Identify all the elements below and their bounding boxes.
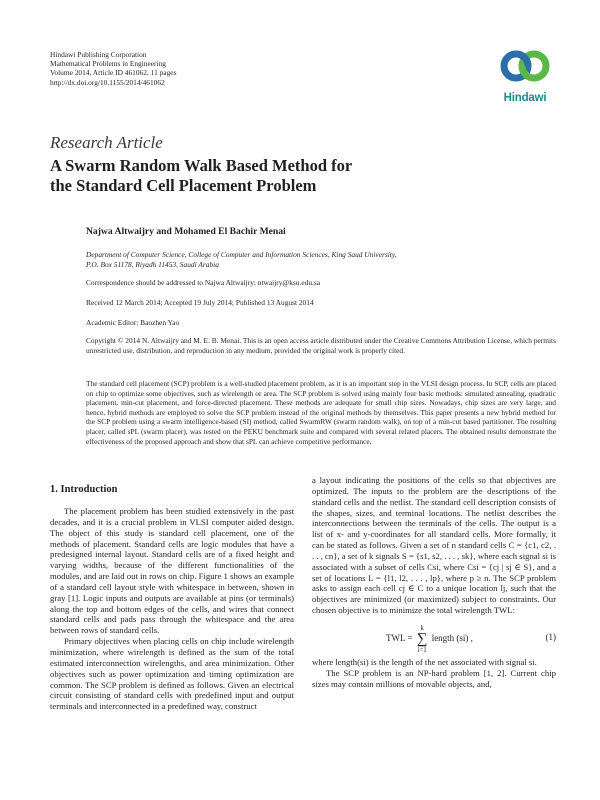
equation-1: [312, 620, 556, 654]
journal-header: [50, 50, 176, 87]
doi-link[interactable]: http://dx.doi.org/10.1155/2014/461062: [50, 77, 165, 87]
copyright-notice: Copyright © 2014 N. Altwaijry and M. E. B. Menai. This is an open access article distributed under the Creative Commons Attribution License, which permits unrestricted use, distribution, and reproduction in any medium, provided the original work is properly cited.: [86, 336, 556, 355]
paper-title: [50, 156, 490, 195]
intro-paragraph-2: Primary objectives when placing cells on chip include wirelength minimization, where wirelength is defined as the sum of the total estimated interconnection wirelengths, and area minimization. Other objectives such as power optimization and timing optimization are common. The SCP problem is defined as follows. Given an electrical circuit consisting of standard cells with predefined input and output terminals and interconnected in a predefined way, construct: [50, 636, 294, 712]
affiliation-line-2: P.O. Box 51178, Riyadh 11453, Saudi Arabia: [86, 259, 219, 269]
affiliation-line-1: Department of Computer Science, College of Computer and Information Sciences, King Saud University,: [86, 250, 397, 259]
hindawi-logo-text: Hindawi: [503, 92, 547, 104]
title-line-1: A Swarm Random Walk Based Method for: [50, 156, 353, 175]
correspondence: Correspondence should be addressed to Najwa Altwaijry; ntwaijry@ksu.edu.sa: [86, 278, 321, 287]
intro-paragraph-1: The placement problem has been studied extensively in the past decades, and it is a crucial problem in VLSI computer aided design. The object of this study is standard cell placement, one of the methods of placement. Standard cells are logic modules that have a predesigned internal layout. Standard cells are of a fixed height and varying widths, because of the different functionalities of the modules, and are laid out in rows on chip. Figure 1 shows an example of a standard cell layout style with whitespace in between, shown in gray [1]. Logic inputs and outputs are available at pins (or terminals) along the top and bottom edges of the cells, and wires that connect standard cells and pads pass through the whitespace and the area between rows of standard cells.: [50, 506, 294, 636]
section-heading-introduction: 1. Introduction: [50, 484, 118, 495]
publication-dates: Received 12 March 2014; Accepted 19 July 2014; Published 13 August 2014: [86, 298, 314, 307]
journal-name: Mathematical Problems in Engineering: [50, 59, 166, 69]
right-column: [312, 475, 556, 690]
article-type: Research Article: [50, 133, 163, 152]
publisher-name: Hindawi Publishing Corporation: [50, 50, 147, 59]
title-line-2: the Standard Cell Placement Problem: [50, 175, 317, 195]
affiliation: [86, 250, 556, 269]
authors: Najwa Altwaijry and Mohamed El Bachir Menai: [86, 226, 286, 237]
equation-body: length (si) ,: [431, 633, 473, 644]
intro-paragraph-3: a layout indicating the positions of the cells so that objectives are optimized. The inputs to the problem are the descriptions of the standard cells and the netlist. The standard cell description consists of the shapes, sizes, and terminal locations. The netlist describes the interconnections between the terminals of the cells. The output is a list of x- and y-coordinates for all standard cells. More formally, it can be stated as follows. Given a set of n standard cells C = {c1, c2, . . . , cn}, a set of k signals S = {s1, s2, . . . , sk}, where each signal si is associated with a subset of cells Csi, where Csi = {cj | sj ∈ S}, and a set of locations L = {l1, l2, . . . , lp}, where p ≥ n. The SCP problem asks to assign each cell cj ∈ C to a unique location lj, such that the objectives are minimized (or maximized) subject to constraints. Our chosen objective is to minimize the total wirelength TWL:: [312, 475, 556, 616]
equation-explanation: where length(si) is the length of the net associated with signal si.: [312, 656, 537, 667]
volume-info: Volume 2014, Article ID 461062, 11 pages: [50, 68, 177, 78]
abstract: The standard cell placement (SCP) problem is a well-studied placement problem, as it is an important step in the VLSI design process. In SCP, cells are placed on chip to optimize some objectives, such as wirelength or area. The SCP problem is solved using mainly four basic methods: simulated annealing, quadratic placement, min-cut placement, and force-directed placement. These methods are adequate for small chip sizes. Nowadays, chip sizes are very large, and hence, hybrid methods are employed to solve the SCP problem instead of the original methods by themselves. This paper presents a new hybrid method for the SCP problem using a swarm intelligence-based (SI) method, called SwarmRW (swarm random walk), on top of a min-cut based partitioner. The resulting placer, called sPL (swarm placer), was tested on the PEKU benchmark suite and compared with several related placers. The obtained results demonstrate the effectiveness of the proposed approach and show that sPL can achieve competitive performance.: [86, 379, 556, 446]
sum-lower: i=1: [417, 645, 427, 654]
sigma-icon: ∑: [416, 630, 428, 647]
academic-editor: Academic Editor: Baozhen Yao: [86, 318, 180, 327]
intro-paragraph-4: The SCP problem is an NP-hard problem [1, 2]. Current chip sizes may contain millions of movable objects, and,: [312, 667, 556, 689]
summation: [417, 624, 428, 654]
equation-lhs: TWL =: [386, 633, 413, 644]
equation-number: (1): [545, 631, 556, 642]
left-column: [50, 506, 294, 712]
sum-upper: k: [420, 623, 424, 632]
